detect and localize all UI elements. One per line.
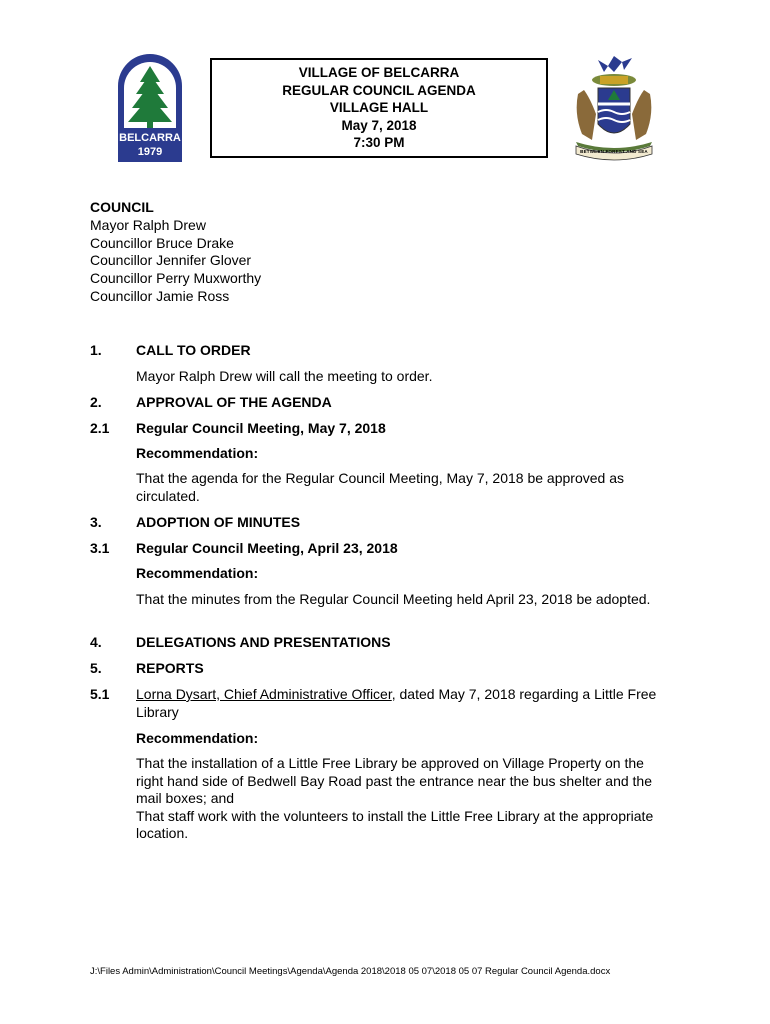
item-number: 3.: [90, 514, 102, 530]
item-title: REPORTS: [136, 660, 204, 676]
council-member: Councillor Jamie Ross: [90, 287, 230, 304]
item-body: Mayor Ralph Drew will call the meeting to order.: [136, 368, 433, 384]
title-line: VILLAGE OF BELCARRA: [298, 65, 460, 81]
agenda-title-box: [210, 58, 548, 158]
coat-of-arms: [568, 54, 660, 162]
title-line: May 7, 2018: [341, 117, 417, 133]
logo-name-text: BELCARRA: [119, 132, 181, 144]
item-body: That the agenda for the Regular Council Meeting, May 7, 2018 be approved as circulated.: [136, 470, 624, 504]
item-number: 4.: [90, 634, 102, 650]
report-author-link[interactable]: Lorna Dysart, Chief Administrative Officer: [136, 686, 392, 702]
item-body: That the minutes from the Regular Council Meeting held April 23, 2018 be adopted.: [136, 591, 651, 607]
title-line: 7:30 PM: [353, 135, 405, 151]
council-section: [90, 199, 261, 306]
item-body: That staff work with the volunteers to install the Little Free Library at the appropriate location.: [136, 807, 654, 841]
council-member: Councillor Perry Muxworthy: [90, 270, 262, 287]
report-description: , dated May 7, 2018 regarding a Little Free Library: [136, 686, 657, 720]
council-member: Mayor Ralph Drew: [90, 216, 206, 233]
recommendation-label: Recommendation:: [136, 730, 259, 746]
recommendation-label: Recommendation:: [136, 565, 259, 581]
item-number: 2.: [90, 394, 102, 410]
item-body-block: [136, 755, 668, 843]
item-title: APPROVAL OF THE AGENDA: [136, 394, 332, 410]
logo-year-text: 1979: [137, 146, 163, 158]
title-line: VILLAGE HALL: [329, 100, 429, 116]
item-title: Regular Council Meeting, May 7, 2018: [136, 420, 386, 436]
item-number: 5.: [90, 660, 102, 676]
belcarra-logo: [114, 50, 186, 162]
council-member: Councillor Jennifer Glover: [90, 252, 252, 269]
recommendation-label: Recommendation:: [136, 445, 259, 461]
item-body: That the installation of a Little Free Library be approved on Village Property on the right hand side of Bedwell Bay Road past the entrance near the bus shelter and the mail boxes; and: [136, 755, 653, 806]
document-footer-path: J:\Files Admin\Administration\Council Meetings\Agenda\Agenda 2018\2018 05 07\2018 05 07 Regular Council Agenda.docx: [90, 966, 611, 977]
item-title: ADOPTION OF MINUTES: [136, 514, 301, 530]
item-title: CALL TO ORDER: [136, 342, 251, 358]
item-number: 5.1: [90, 686, 110, 702]
title-line: REGULAR COUNCIL AGENDA: [282, 82, 476, 98]
item-number: 3.1: [90, 540, 110, 556]
item-number: 1.: [90, 342, 102, 358]
council-member: Councillor Bruce Drake: [90, 234, 234, 251]
item-title: [136, 686, 668, 721]
item-number: 2.1: [90, 420, 110, 436]
coat-of-arms-motto: BETWEEN FOREST AND SEA: [580, 149, 648, 154]
item-title: DELEGATIONS AND PRESENTATIONS: [136, 634, 391, 650]
item-title: Regular Council Meeting, April 23, 2018: [136, 540, 398, 556]
council-heading: COUNCIL: [90, 199, 154, 215]
